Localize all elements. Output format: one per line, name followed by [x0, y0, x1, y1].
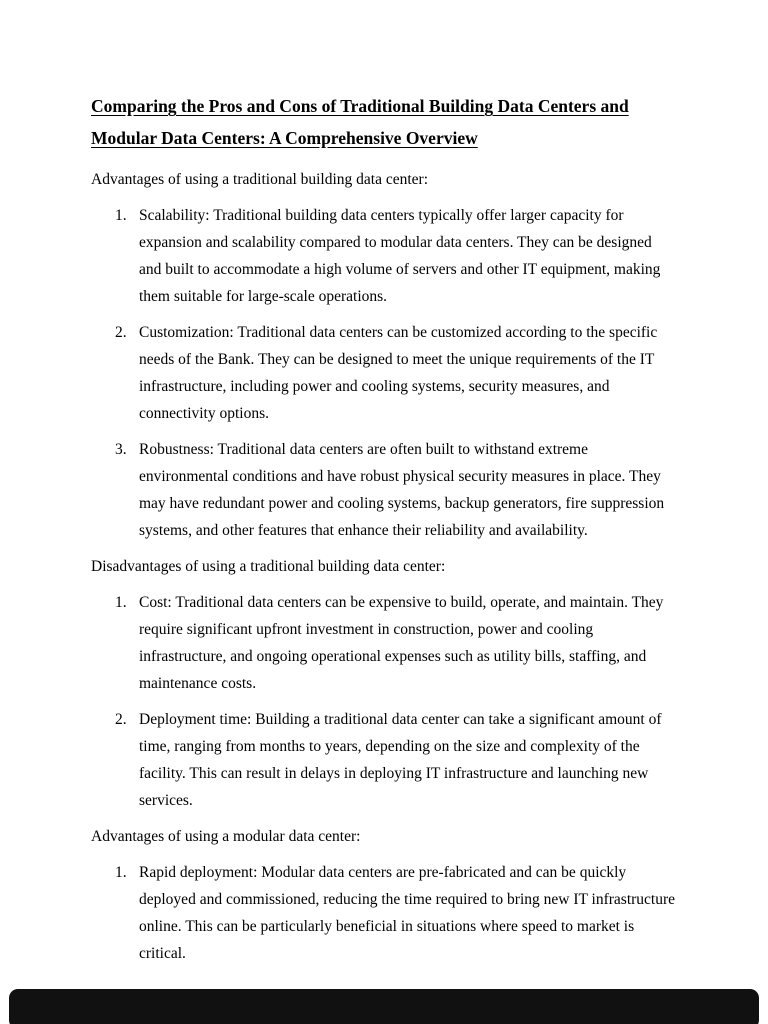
section-heading-advantages-modular: Advantages of using a modular data center: [91, 828, 361, 845]
viewer-page-gap-band [9, 989, 759, 1024]
list-item-number: 2. [115, 711, 127, 728]
list-item-number: 3. [115, 441, 127, 458]
list-item [91, 202, 678, 310]
list-item-text: Cost: Traditional data centers can be expensive to build, operate, and maintain. They require significant upfront investment in construction, power and cooling infrastructure, and ongoing operational expenses such as utility bills, staffing, and maintenance costs. [139, 594, 664, 692]
title-line-1: Comparing the Pros and Cons of Traditional Building Data Centers and [91, 96, 629, 116]
section-heading-disadvantages-traditional: Disadvantages of using a traditional building data center: [91, 558, 446, 575]
list-item-number: 1. [115, 864, 127, 881]
list-item [91, 859, 678, 967]
list-item [91, 706, 678, 814]
document-title [91, 90, 678, 154]
title-line-2: Modular Data Centers: A Comprehensive Overview [91, 128, 478, 148]
list-item-text: Robustness: Traditional data centers are often built to withstand extreme environmental conditions and have robust physical security measures in place. They may have redundant power and cooling systems, backup generators, fire suppression systems, and other features that enhance their reliability and availability. [139, 441, 665, 539]
list-item-number: 2. [115, 324, 127, 341]
section-heading-advantages-traditional: Advantages of using a traditional building data center: [91, 171, 429, 188]
list-item-number: 1. [115, 207, 127, 224]
list-item [91, 436, 678, 544]
document-content [91, 90, 678, 976]
list-item [91, 319, 678, 427]
list-item-text: Deployment time: Building a traditional data center can take a significant amount of time, ranging from months to years, depending on the size and complexity of the facility. This can result in delays in deploying IT infrastructure and launching new services. [139, 711, 662, 809]
list-item [91, 589, 678, 697]
list-item-text: Customization: Traditional data centers can be customized according to the specific needs of the Bank. They can be designed to meet the unique requirements of the IT infrastructure, including power and cooling systems, security measures, and connectivity options. [139, 324, 658, 422]
list-item-number: 1. [115, 594, 127, 611]
list-item-text: Scalability: Traditional building data centers typically offer larger capacity for expansion and scalability compared to modular data centers. They can be designed and built to accommodate a high volume of servers and other IT equipment, making them suitable for large-scale operations. [139, 207, 661, 305]
list-item-text: Rapid deployment: Modular data centers are pre-fabricated and can be quickly deployed and commissioned, reducing the time required to bring new IT infrastructure online. This can be particularly beneficial in situations where speed to market is critical. [139, 864, 676, 962]
